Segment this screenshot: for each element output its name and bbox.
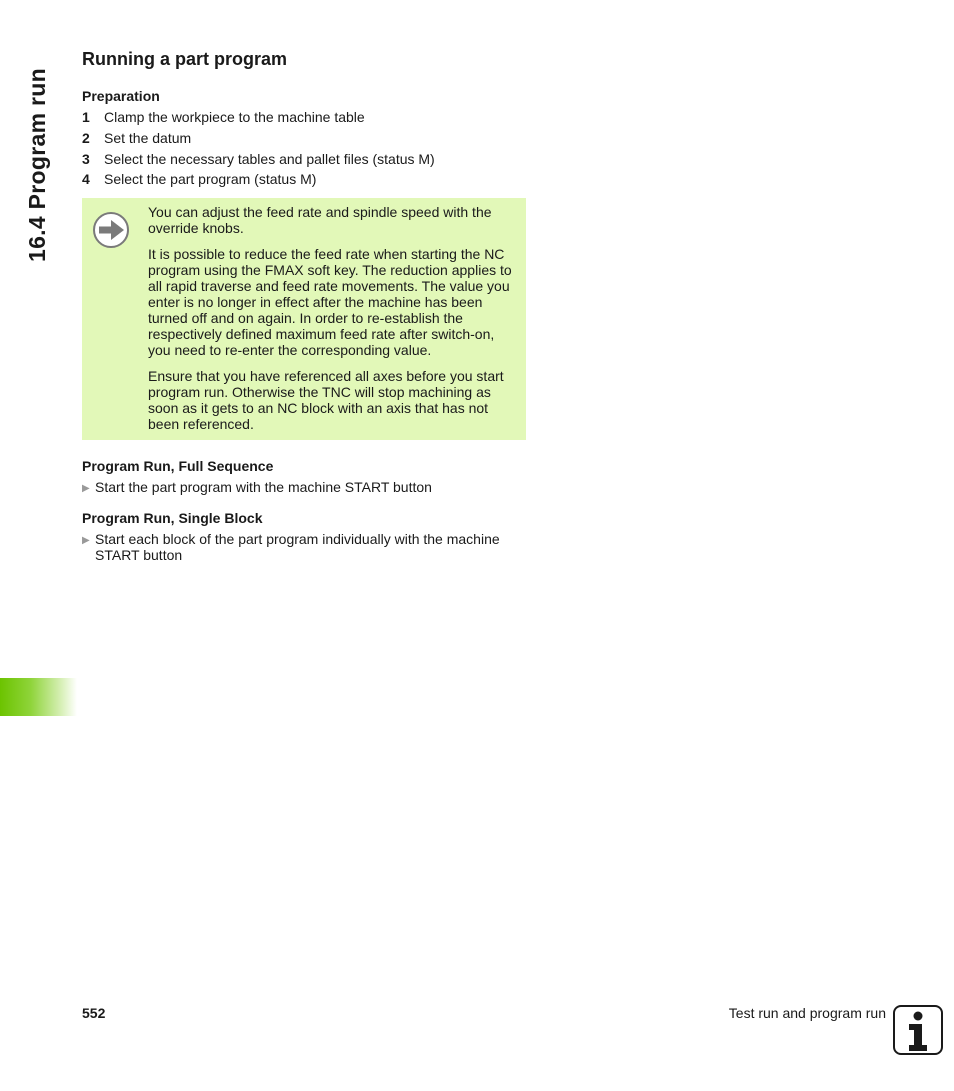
step-text: Set the datum <box>104 130 192 146</box>
step-text: Clamp the workpiece to the machine table <box>104 109 365 125</box>
full-sequence-instruction <box>82 479 527 497</box>
bullet-triangle-icon: ▶ <box>82 483 90 494</box>
step-number: 3 <box>82 151 90 167</box>
note-box <box>82 198 526 440</box>
step-item <box>82 171 316 187</box>
full-sequence-heading: Program Run, Full Sequence <box>82 458 274 474</box>
page-number: 552 <box>82 1005 106 1021</box>
note-paragraph: You can adjust the feed rate and spindle speed with the override knobs. <box>148 204 492 236</box>
note-paragraph: It is possible to reduce the feed rate when starting the NC program using the FMAX soft key. The reduction applies to all rapid traverse and feed rate movements. The value you enter is no longer in effect after the machine has been turned off and on again. In order to re-establish the respectively defined maximum feed rate after switch-on, you need to re-enter the corresponding value. <box>148 246 512 358</box>
step-item <box>82 130 191 146</box>
single-block-heading: Program Run, Single Block <box>82 510 263 526</box>
note-paragraph: Ensure that you have referenced all axes before you start program run. Otherwise the TNC will stop machining as soon as it gets to an NC block with an axis that has not been referenced. <box>148 368 504 432</box>
info-icon <box>893 1005 943 1055</box>
step-text: Select the part program (status M) <box>104 171 317 187</box>
preparation-heading: Preparation <box>82 88 160 104</box>
chapter-side-title: 16.4 Program run <box>24 68 50 262</box>
step-item <box>82 151 435 167</box>
section-heading: Running a part program <box>82 49 288 69</box>
arrow-right-icon <box>92 211 130 249</box>
step-item <box>82 109 365 125</box>
step-number: 4 <box>82 171 90 187</box>
instruction-text: Start the part program with the machine START button <box>95 479 432 495</box>
footer-chapter: Test run and program run <box>728 1005 886 1021</box>
instruction-text: Start each block of the part program individually with the machine START button <box>95 531 500 563</box>
step-number: 2 <box>82 130 90 146</box>
step-text: Select the necessary tables and pallet files (status M) <box>104 151 435 167</box>
step-number: 1 <box>82 109 90 125</box>
chapter-tab-marker <box>0 678 77 716</box>
bullet-triangle-icon: ▶ <box>82 535 90 546</box>
single-block-instruction <box>82 531 527 563</box>
note-text <box>148 204 518 442</box>
